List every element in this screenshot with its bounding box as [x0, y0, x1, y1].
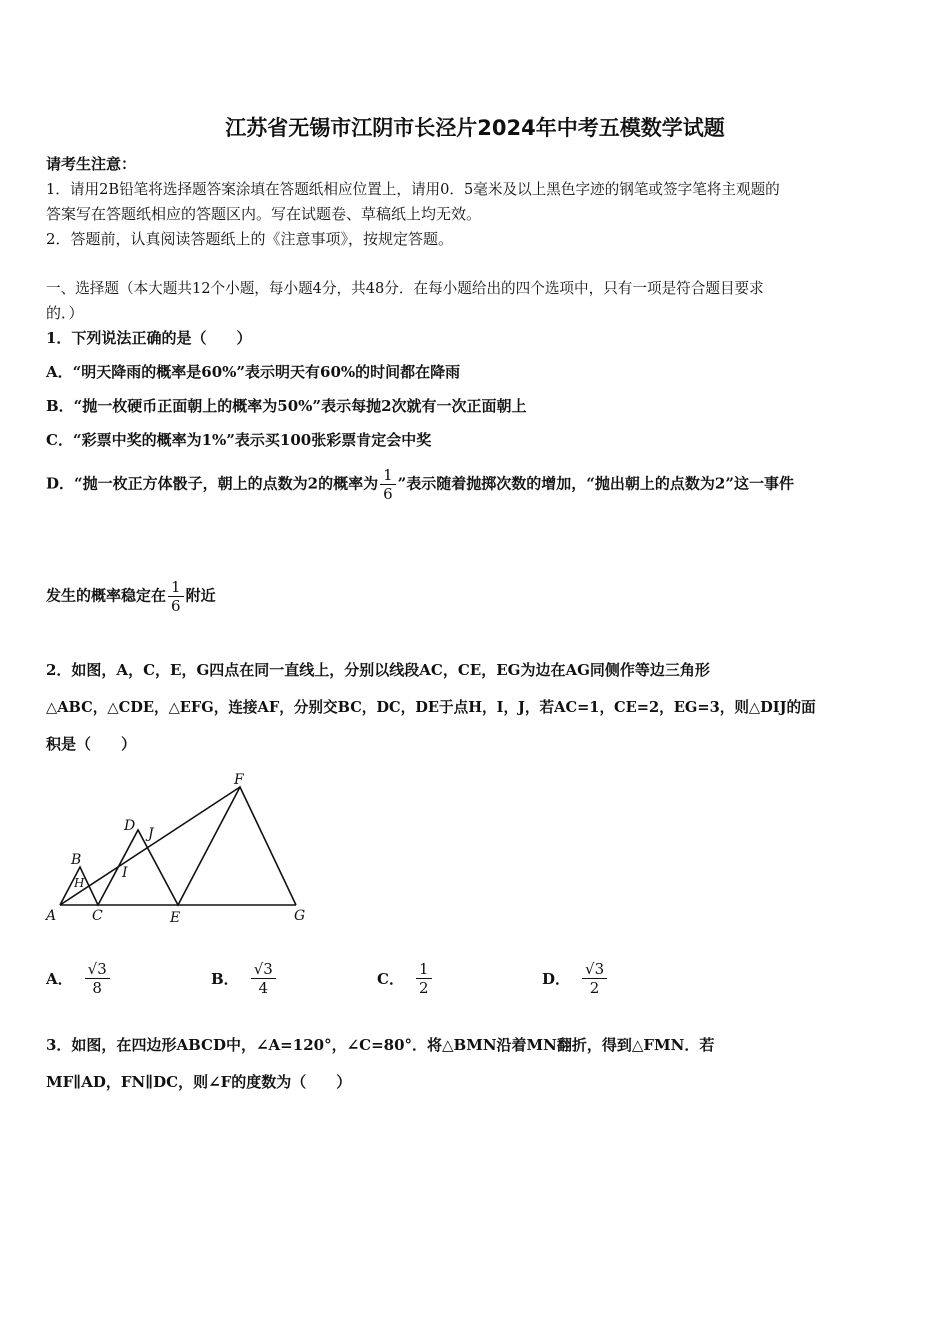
q2-line: 积是（ ） [46, 735, 137, 753]
section-heading-cont: 的．） [46, 304, 84, 322]
q2-option-d [542, 960, 609, 997]
label-g: G [294, 908, 306, 924]
notice-line: 1．请用2B铅笔将选择题答案涂填在答题纸相应位置上，请用0．5毫米及以上黑色字迹的钢笔或签字笔将主观题的 [46, 181, 780, 198]
q1-option-d-cont [46, 578, 216, 615]
notice-line: 答案写在答题纸相应的答题区内。写在试题卷、草稿纸上均无效。 [46, 205, 482, 223]
q1-d-text: 发生的概率稳定在 [46, 586, 167, 605]
q3-line: MF∥AD，FN∥DC，则∠F的度数为（ ） [46, 1073, 352, 1091]
q2-option-b [211, 960, 278, 997]
denominator: 4 [258, 979, 269, 997]
fraction [251, 960, 276, 997]
fraction [416, 960, 432, 997]
fraction [582, 960, 607, 997]
denominator: 6 [383, 485, 393, 503]
denominator: 6 [171, 597, 181, 615]
fraction [168, 578, 184, 615]
label-j: J [148, 826, 154, 842]
q2-line: △ABC，△CDE，△EFG，连接AF，分别交BC，DC，DE于点H，I，J，若AC=1，CE=2，EG=3，则△DIJ的面 [46, 699, 816, 716]
section-heading: 一、选择题（本大题共12个小题，每小题4分，共48分．在每小题给出的四个选项中，只有一项是符合题目要求 [46, 280, 764, 297]
q1-d-text: D．“抛一枚正方体骰子，朝上的点数为2的概率为 [46, 474, 379, 493]
label-b: B [71, 852, 82, 868]
q2-line: 2．如图，A，C，E，G四点在同一直线上，分别以线段AC，CE，EG为边在AG同侧作等边三角形 [46, 661, 710, 679]
q1-option-c: C．“彩票中奖的概率为1%”表示买100张彩票肯定会中奖 [46, 431, 432, 449]
numerator: 1 [416, 960, 432, 979]
numerator: 1 [168, 578, 184, 597]
q2-option-c [377, 960, 434, 997]
label-c: C [92, 908, 103, 924]
numerator: √3 [582, 960, 607, 979]
label-e: E [170, 910, 181, 926]
q1-option-d [46, 466, 794, 503]
notice-line: 2．答题前，认真阅读答题纸上的《注意事项》，按规定答题。 [46, 230, 454, 248]
numerator: √3 [85, 960, 110, 979]
q1-option-b: B．“抛一枚硬币正面朝上的概率为50%”表示每抛2次就有一次正面朝上 [46, 397, 527, 415]
label-h: H [74, 876, 85, 890]
label-d: D [124, 818, 136, 834]
q3-line: 3．如图，在四边形ABCD中，∠A=120°，∠C=80°．将△BMN沿着MN翻折，得到△FMN．若 [46, 1036, 715, 1054]
q1-option-a: A．“明天降雨的概率是60%”表示明天有60%的时间都在降雨 [46, 363, 461, 381]
q1-stem: 1．下列说法正确的是（ ） [46, 329, 252, 347]
triangle-figure [40, 760, 320, 930]
notice-heading: 请考生注意： [46, 155, 137, 173]
label-i: I [122, 865, 128, 881]
q1-d-text: 附近 [185, 586, 216, 605]
option-label: C． [377, 970, 404, 988]
label-a: A [46, 908, 57, 924]
denominator: 2 [589, 979, 600, 997]
option-label: A． [46, 970, 73, 988]
numerator: 1 [380, 466, 396, 485]
numerator: √3 [251, 960, 276, 979]
option-label: D． [542, 970, 571, 988]
q2-option-a [46, 960, 112, 997]
fraction [380, 466, 396, 503]
q1-d-text: ”表示随着抛掷次数的增加，“抛出朝上的点数为2”这一事件 [397, 474, 794, 493]
denominator: 2 [418, 979, 429, 997]
label-f: F [234, 772, 244, 788]
page-title: 江苏省无锡市江阴市长泾片2024年中考五模数学试题 [225, 116, 725, 140]
denominator: 8 [92, 979, 102, 997]
fraction [85, 960, 110, 997]
option-label: B． [211, 970, 239, 988]
